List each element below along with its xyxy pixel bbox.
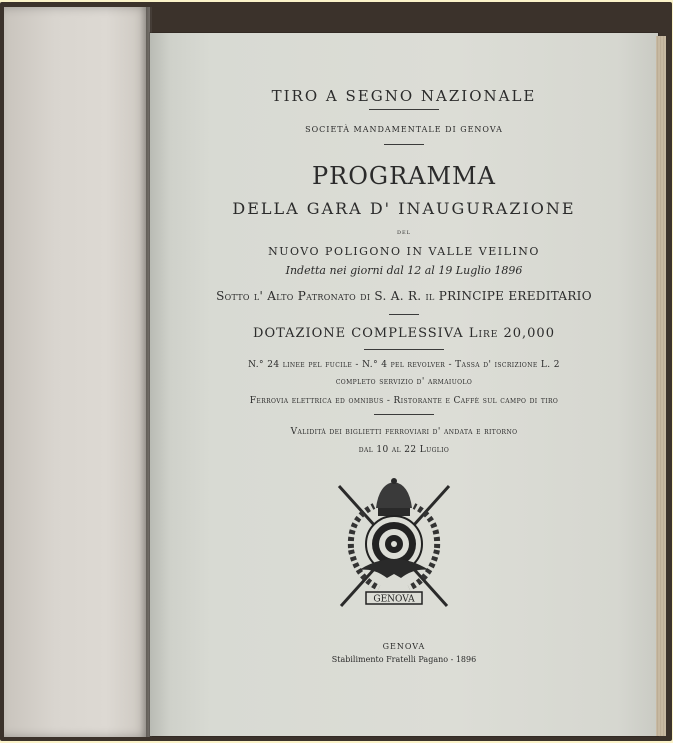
emblem-icon	[329, 478, 459, 613]
poligono-name: NUOVO POLIGONO IN VALLE VEILINO	[268, 245, 540, 258]
divider	[374, 414, 434, 415]
imprint-printer: Stabilimento Fratelli Pagano - 1896	[331, 655, 477, 664]
connector-word: DEL	[397, 230, 411, 236]
left-page	[4, 7, 150, 737]
validity-dates: dal 10 al 22 Luglio	[358, 445, 450, 455]
divider	[364, 349, 444, 350]
event-dates: Indetta nei giorni dal 12 al 19 Luglio 1896	[285, 264, 523, 277]
lines-and-fees: N.° 24 linee pel fucile - N.° 4 pel revolver - Tassa d' iscrizione L. 2	[248, 360, 560, 370]
armourer-service: completo servizio d' armaiuolo	[335, 377, 473, 387]
divider	[369, 109, 439, 110]
programme-subheading: DELLA GARA D' INAUGURAZIONE	[232, 199, 576, 218]
divider	[389, 314, 419, 315]
divider	[384, 144, 424, 145]
prize-endowment: DOTAZIONE COMPLESSIVA Lire 20,000	[253, 326, 555, 341]
emblem-banner-text: GENOVA	[373, 594, 415, 605]
programme-heading: PROGRAMMA	[312, 162, 496, 190]
title-page	[150, 31, 658, 734]
imprint-city: GENOVA	[382, 642, 426, 651]
patronage-line: Sotto l' Alto Patronato di S. A. R. il PRINCIPE EREDITARIO	[216, 289, 592, 303]
document-title: TIRO A SEGNO NAZIONALE	[271, 87, 537, 105]
ticket-validity: Validità dei biglietti ferroviari d' andata e ritorno	[290, 427, 518, 437]
transport-services: Ferrovia elettrica ed omnibus - Ristorante e Caffè sul campo di tiro	[249, 396, 559, 406]
society-name: SOCIETÀ MANDAMENTALE DI GENOVA	[305, 125, 503, 134]
